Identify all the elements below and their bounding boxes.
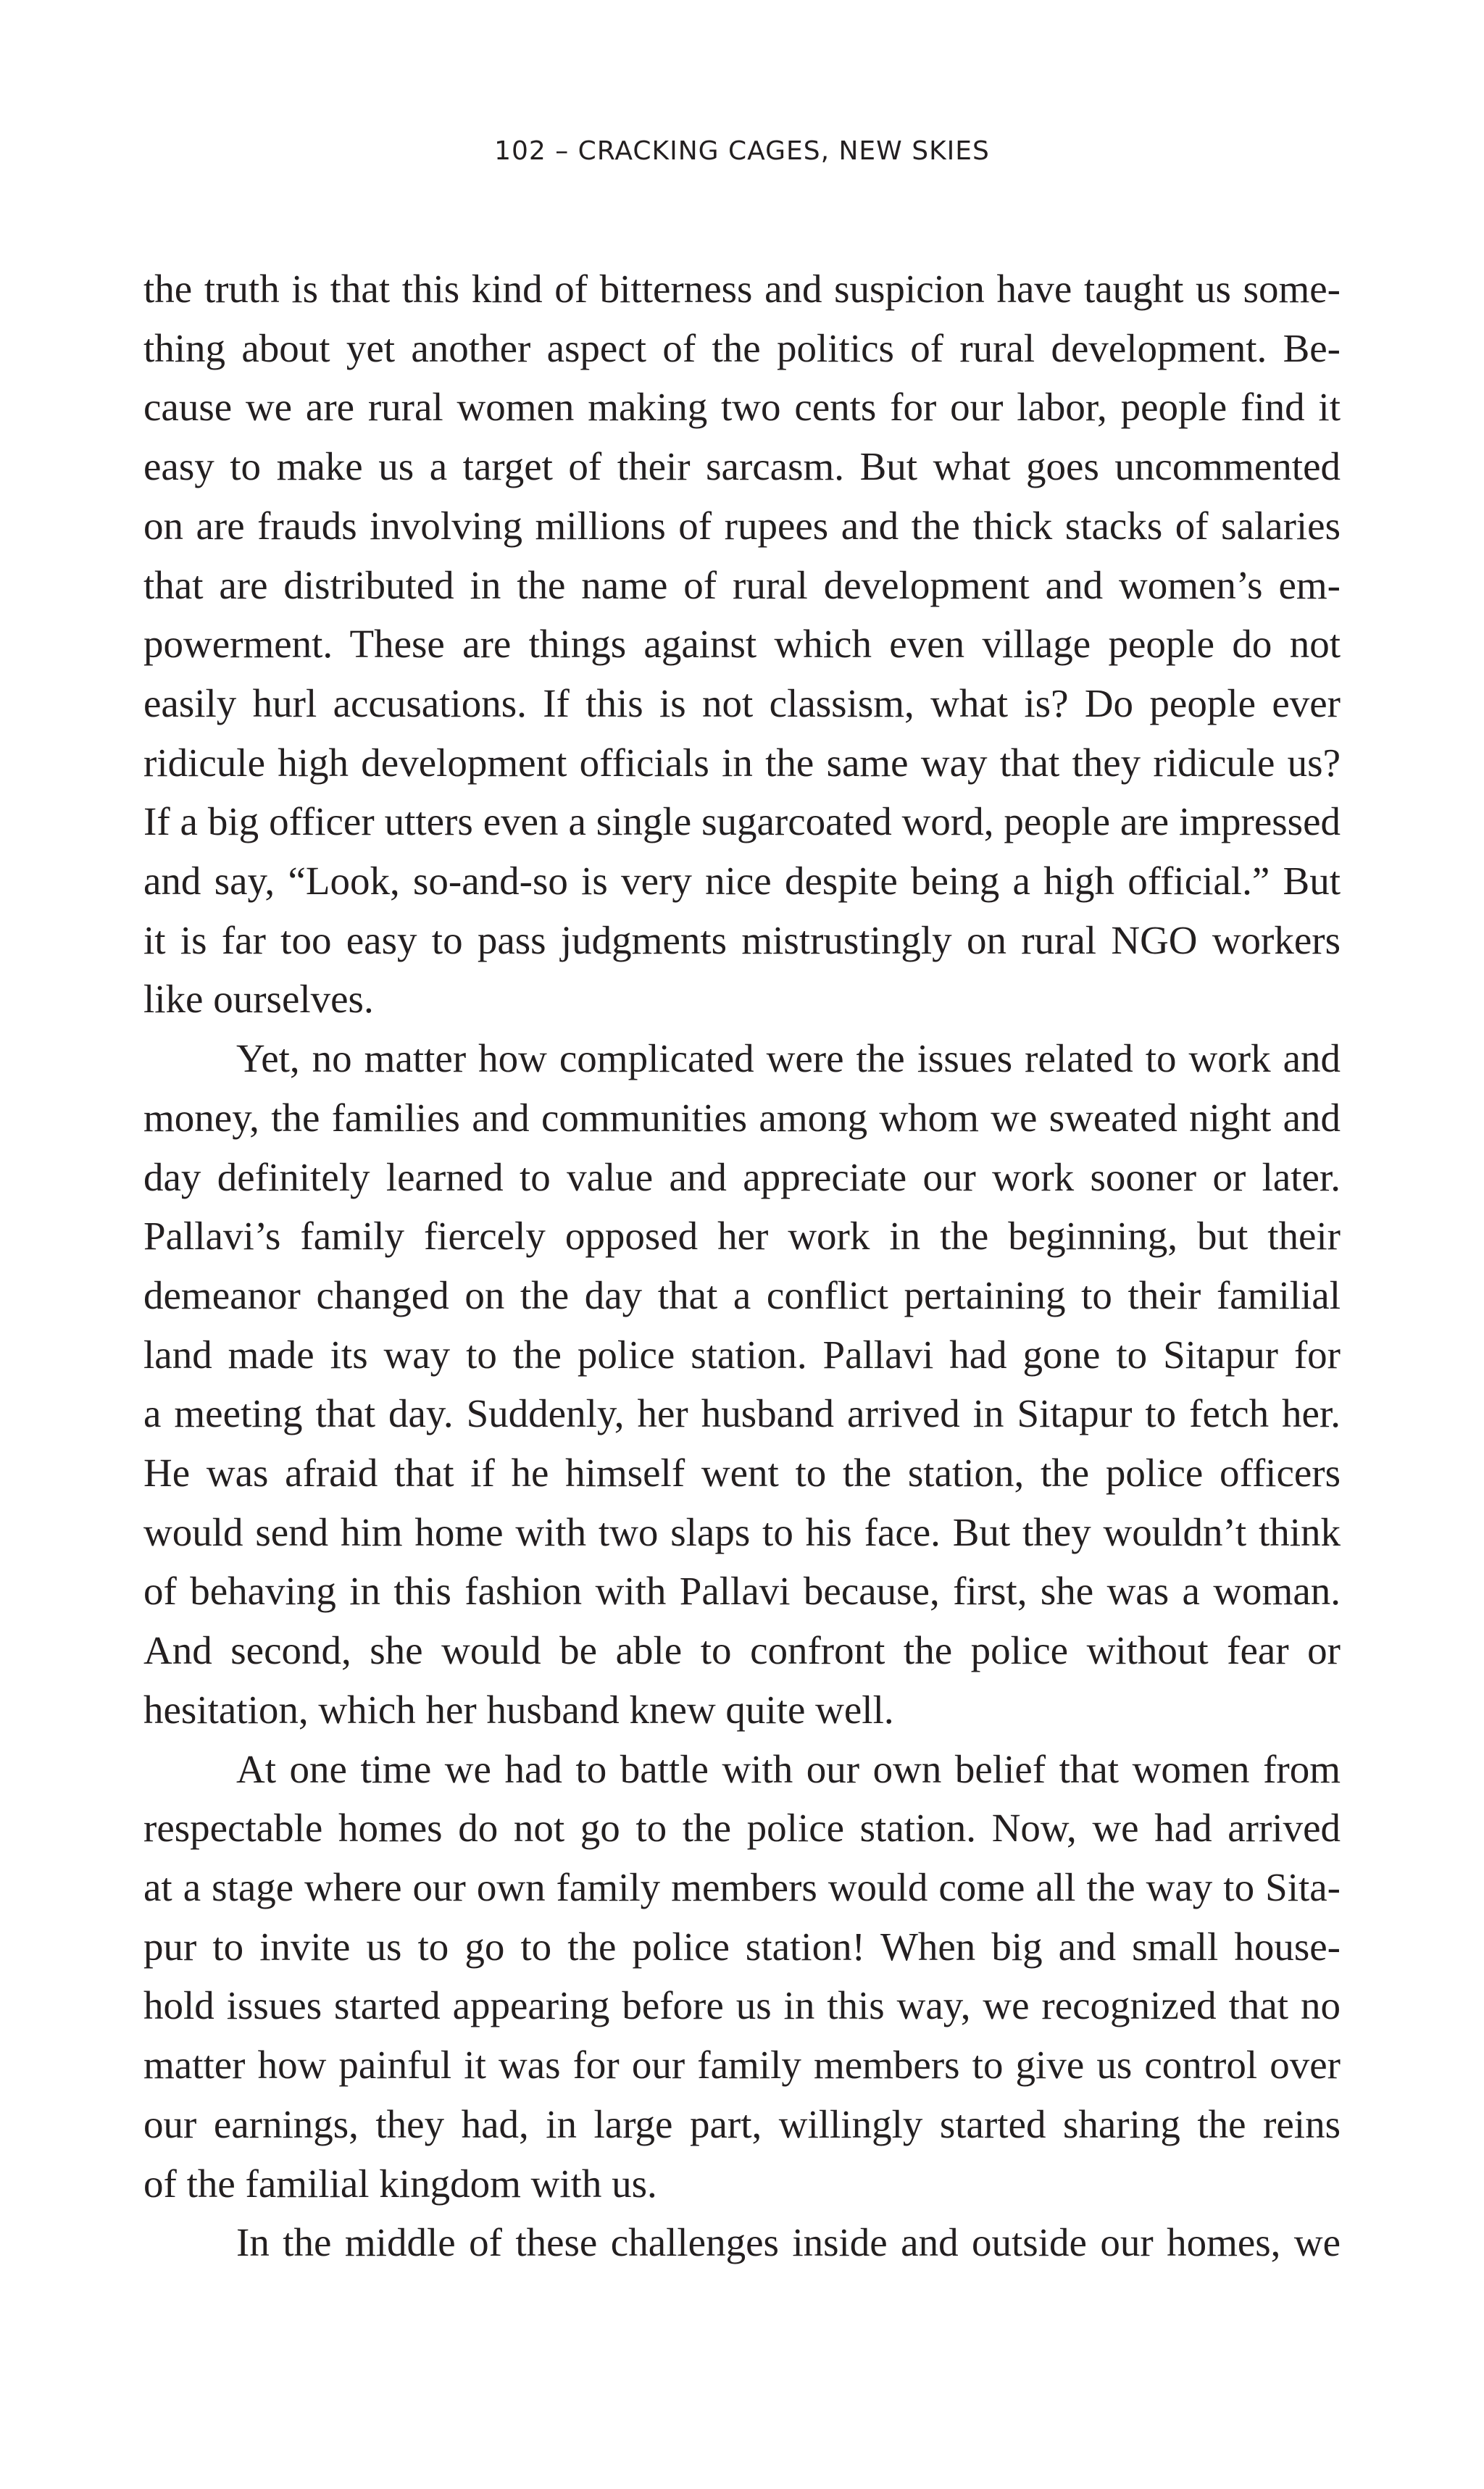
text-line: that are distributed in the name of rural development and women’s em- xyxy=(143,562,1341,607)
paragraph-first-line: Yet, no matter how complicated were the issues related to work and xyxy=(236,1036,1341,1081)
paragraph-first-line: At one time we had to battle with our own belief that women from xyxy=(236,1746,1341,1791)
text-line: Pallavi’s family fiercely opposed her work in the beginning, but their xyxy=(143,1214,1341,1259)
text-line: He was afraid that if he himself went to the station, the police officers xyxy=(143,1451,1341,1496)
text-line: demeanor changed on the day that a conflict pertaining to their familial xyxy=(143,1272,1341,1317)
text-line: pur to invite us to go to the police station! When big and small house- xyxy=(143,1924,1341,1969)
text-line: matter how painful it was for our family members to give us control over xyxy=(143,2043,1341,2088)
text-line: thing about yet another aspect of the politics of rural development. Be- xyxy=(143,325,1341,370)
running-head: 102 – CRACKING CAGES, NEW SKIES xyxy=(494,136,990,166)
text-line: powerment. These are things against which even village people do not xyxy=(143,622,1341,667)
text-line: it is far too easy to pass judgments mistrustingly on rural NGO workers xyxy=(143,917,1341,962)
text-line: easily hurl accusations. If this is not classism, what is? Do people ever xyxy=(143,680,1341,725)
text-line: respectable homes do not go to the police station. Now, we had arrived xyxy=(143,1806,1341,1851)
text-line: land made its way to the police station. Pallavi had gone to Sitapur for xyxy=(143,1332,1341,1377)
text-line: easy to make us a target of their sarcasm. But what goes uncommented xyxy=(143,444,1341,489)
text-line: day definitely learned to value and appreciate our work sooner or later. xyxy=(143,1154,1341,1199)
text-line: of behaving in this fashion with Pallavi because, first, she was a woman. xyxy=(143,1569,1341,1614)
text-line: If a big officer utters even a single sugarcoated word, people are impressed xyxy=(143,799,1341,844)
text-line: our earnings, they had, in large part, willingly started sharing the reins xyxy=(143,2101,1341,2146)
paragraph-end-line: like ourselves. xyxy=(143,977,374,1022)
text-line: money, the families and communities among whom we sweated night and xyxy=(143,1095,1341,1140)
text-line: would send him home with two slaps to his face. But they wouldn’t think xyxy=(143,1509,1341,1554)
text-line: cause we are rural women making two cents for our labor, people find it xyxy=(143,385,1341,430)
paragraph-first-line: In the middle of these challenges inside and outside our homes, we xyxy=(236,2220,1341,2265)
text-line: And second, she would be able to confront the police without fear or xyxy=(143,1628,1341,1673)
paragraph-end-line: hesitation, which her husband knew quite well. xyxy=(143,1687,894,1732)
text-line: on are frauds involving millions of rupees and the thick stacks of salaries xyxy=(143,503,1341,548)
text-line: a meeting that day. Suddenly, her husband arrived in Sitapur to fetch her. xyxy=(143,1391,1341,1436)
text-line: ridicule high development officials in the same way that they ridicule us? xyxy=(143,740,1341,785)
text-line: the truth is that this kind of bitterness and suspicion have taught us some- xyxy=(143,267,1341,311)
body-text xyxy=(143,259,1341,2272)
paragraph-end-line: of the familial kingdom with us. xyxy=(143,2161,657,2206)
text-line: at a stage where our own family members would come all the way to Sita- xyxy=(143,1864,1341,1909)
text-line: and say, “Look, so-and-so is very nice despite being a high official.” But xyxy=(143,859,1341,904)
text-line: hold issues started appearing before us in this way, we recognized that no xyxy=(143,1983,1341,2028)
